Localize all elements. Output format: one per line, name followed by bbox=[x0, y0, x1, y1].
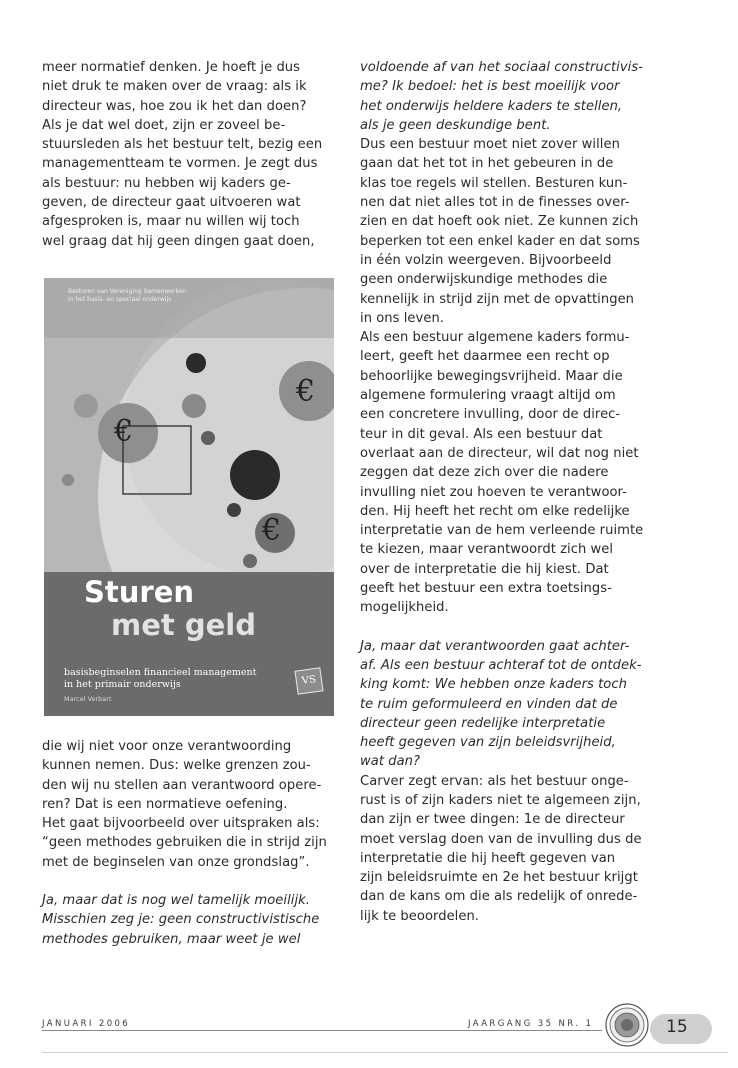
euro-icon: € bbox=[114, 414, 134, 449]
text-line: beperken tot een enkel kader en dat soms bbox=[360, 233, 640, 249]
text-line: geen onderwijskundige methodes die bbox=[360, 272, 608, 288]
footer-volume: JAARGANG 35 NR. 1 bbox=[468, 1019, 594, 1029]
text-line: kunnen nemen. Dus: welke grenzen zou- bbox=[42, 758, 311, 774]
text-line: dan de kans om die als redelijk of onrede- bbox=[360, 889, 638, 905]
text-line: die wij niet voor onze verantwoording bbox=[42, 739, 292, 754]
text-line: mogelijkheid. bbox=[360, 600, 449, 616]
interview-question-line: het onderwijs heldere kaders te stellen, bbox=[360, 98, 623, 114]
text-line: geeft het bestuur een extra toetsings- bbox=[360, 581, 612, 597]
text-line: interpretatie die hij heeft gegeven van bbox=[360, 850, 616, 866]
text-line: niet druk te maken over de vraag: als ik bbox=[42, 79, 307, 95]
cover-subtitle-line: in het primair onderwijs bbox=[64, 678, 181, 690]
publisher-logo-icon: VS bbox=[294, 667, 323, 694]
text-line: gaan dat het tot in het gebeuren in de bbox=[360, 156, 614, 172]
text-line: Als je dat wel doet, zijn er zoveel be- bbox=[42, 117, 286, 133]
interview-question-line: voldoende af van het sociaal constructivis- bbox=[360, 60, 644, 75]
interview-question-line: wat dan? bbox=[360, 754, 421, 770]
text-line: invulling niet zou hoeven te verantwoor- bbox=[360, 484, 627, 500]
cover-subtitle bbox=[64, 667, 284, 690]
text-line: meer normatief denken. Je hoeft je dus bbox=[42, 60, 301, 75]
text-line: ren? Dat is een normatieve oefening. bbox=[42, 796, 288, 812]
euro-icon: € bbox=[296, 374, 316, 409]
text-line: nen dat niet alles tot in de finesses over- bbox=[360, 195, 630, 211]
article-column-right bbox=[360, 58, 678, 926]
text-line: een concretere invulling, door de direc- bbox=[360, 407, 621, 423]
text-line: dan zijn er twee dingen: 1e de directeur bbox=[360, 812, 625, 828]
text-line: zien en dat hoeft ook niet. Ze kunnen zich bbox=[360, 214, 639, 230]
interview-question-line: me? Ik bedoel: het is best moeilijk voor bbox=[360, 79, 620, 95]
interview-question-line: heeft gegeven van zijn beleidsvrijheid, bbox=[360, 735, 616, 751]
text-line: Als een bestuur algemene kaders formu- bbox=[360, 330, 630, 346]
text-line: moet verslag doen van de invulling dus de bbox=[360, 831, 642, 847]
cover-title: Sturen bbox=[84, 575, 195, 609]
interview-question-line: king komt: We hebben onze kaders toch bbox=[360, 677, 627, 693]
text-line: kennelijk in strijd zijn met de opvattingen bbox=[360, 291, 635, 307]
text-line: leert, geeft het daarmee een recht op bbox=[360, 349, 610, 365]
text-line: als bestuur: nu hebben wij kaders ge- bbox=[42, 175, 291, 191]
cover-author: Marcel Verbart bbox=[64, 695, 112, 703]
text-line: Dus een bestuur moet niet zover willen bbox=[360, 137, 620, 153]
cover-tagline bbox=[68, 288, 238, 304]
text-line: lijk te beoordelen. bbox=[360, 908, 480, 924]
text-line: geven, de directeur gaat uitvoeren wat bbox=[42, 195, 301, 211]
text-line: Carver zegt ervan: als het bestuur onge- bbox=[360, 773, 629, 789]
interview-question-line: Ja, maar dat is nog wel tamelijk moeilijk. bbox=[42, 893, 311, 909]
text-line: met de beginselen van onze grondslag”. bbox=[42, 854, 310, 870]
text-line: den. Hij heeft het recht om elke redelijke bbox=[360, 503, 630, 519]
text-line: klas toe regels wil stellen. Besturen kun- bbox=[360, 175, 628, 191]
interview-question-line: af. Als een bestuur achteraf tot de ontdek- bbox=[360, 657, 642, 673]
text-line: overlaat aan de directeur, wil dat nog niet bbox=[360, 445, 639, 461]
article-column-left-bottom bbox=[42, 737, 340, 949]
text-line: stuursleden als het bestuur telt, bezig een bbox=[42, 137, 323, 153]
text-line: managementteam te vormen. Je zegt dus bbox=[42, 156, 318, 172]
interview-question-line: Ja, maar dat verantwoorden gaat achter- bbox=[360, 638, 630, 654]
interview-question-line: methodes gebruiken, maar weet je wel bbox=[42, 931, 301, 947]
footer-issue-date: JANUARI 2006 bbox=[42, 1019, 131, 1029]
text-line: teur in dit geval. Als een bestuur dat bbox=[360, 426, 603, 442]
text-line: afgesproken is, maar nu willen wij toch bbox=[42, 214, 300, 230]
text-line: rust is of zijn kaders niet te algemeen zijn, bbox=[360, 792, 641, 808]
book-cover-image bbox=[44, 278, 334, 716]
text-line: den wij nu stellen aan verantwoord opere- bbox=[42, 777, 322, 793]
page-bottom-rule bbox=[42, 1052, 728, 1053]
text-line: “geen methodes gebruiken die in strijd zijn bbox=[42, 835, 327, 851]
text-line: wel graag dat hij geen dingen gaat doen, bbox=[42, 233, 315, 249]
text-line: zeggen dat deze zich over die nadere bbox=[360, 465, 609, 481]
footer-divider bbox=[42, 1030, 602, 1031]
interview-question-line: directeur geen redelijke interpretatie bbox=[360, 715, 606, 731]
text-line: behoorlijke bewegingsvrijheid. Maar die bbox=[360, 368, 623, 384]
text-line: te kiezen, maar verantwoordt zich wel bbox=[360, 542, 614, 558]
page-number: 15 bbox=[666, 1017, 688, 1037]
interview-question-line: Misschien zeg je: geen constructivistische bbox=[42, 912, 320, 928]
text-line: Het gaat bijvoorbeeld over uitspraken als: bbox=[42, 816, 320, 832]
text-line: algemene formulering vraagt altijd om bbox=[360, 388, 616, 404]
text-line: over de interpretatie die hij kiest. Dat bbox=[360, 561, 609, 577]
text-line: directeur was, hoe zou ik het dan doen? bbox=[42, 98, 307, 114]
article-column-left-top bbox=[42, 58, 340, 251]
interview-question-line: als je geen deskundige bent. bbox=[360, 117, 551, 133]
euro-icon: € bbox=[262, 513, 282, 548]
cover-tagline-line: in het basis- en speciaal onderwijs bbox=[68, 296, 172, 303]
cover-subtitle-line: basisbeginselen financieel management bbox=[64, 667, 257, 678]
journal-seal-icon bbox=[604, 1002, 650, 1048]
cover-tagline-line: Besturen van Vereniging Samenwerken bbox=[68, 288, 187, 295]
cover-title: met geld bbox=[111, 608, 256, 642]
text-line: in ons leven. bbox=[360, 310, 445, 326]
text-line: in één volzin weergeven. Bijvoorbeeld bbox=[360, 252, 612, 268]
text-line: zijn beleidsruimte en 2e het bestuur krijgt bbox=[360, 870, 638, 886]
interview-question-line: te ruim geformuleerd en vinden dat de bbox=[360, 696, 618, 712]
text-line: interpretatie van de hem verleende ruimte bbox=[360, 523, 644, 539]
